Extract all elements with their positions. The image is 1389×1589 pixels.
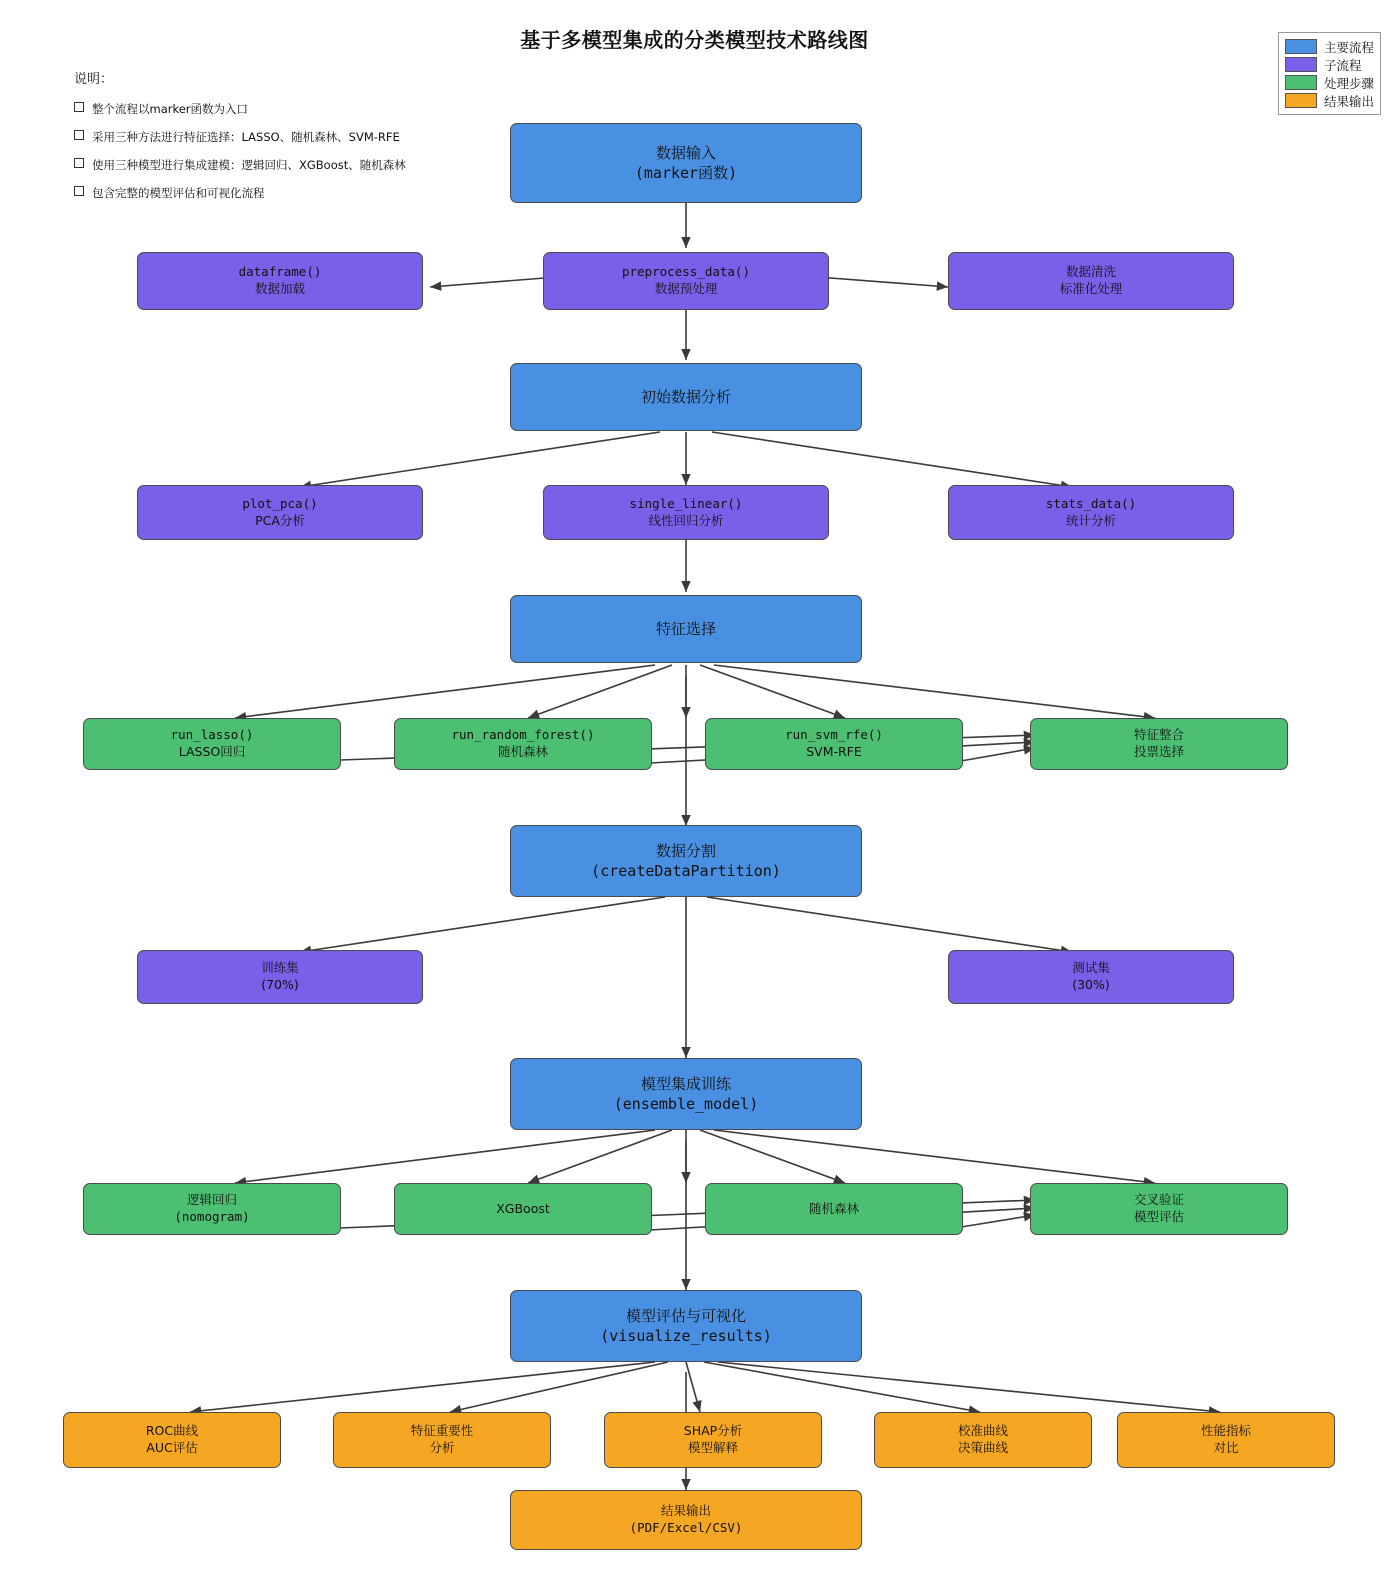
node-line1: 数据清洗 — [1065, 264, 1116, 280]
node-xgboost[interactable] — [394, 1183, 652, 1235]
node-line2: (nomogram) — [174, 1209, 250, 1224]
node-line2: PCA分析 — [255, 512, 305, 528]
node-line1: 测试集 — [1072, 960, 1110, 976]
legend-item-output — [1285, 92, 1374, 109]
node-line2: 数据预处理 — [654, 281, 718, 296]
node-line1: run_svm_rfe() — [785, 727, 883, 743]
node-calibration-curve[interactable] — [874, 1412, 1092, 1468]
node-line1: dataframe() — [238, 264, 322, 280]
node-line2: 模型评估 — [1133, 1209, 1184, 1224]
legend-label-sub: 子流程 — [1323, 57, 1362, 73]
node-dataframe[interactable] — [137, 252, 423, 310]
node-line1: run_lasso() — [170, 727, 254, 743]
legend-item-process — [1285, 74, 1374, 91]
checkbox-icon — [74, 158, 84, 168]
node-evaluation-visualization[interactable] — [510, 1290, 862, 1362]
node-line1: stats_data() — [1045, 495, 1137, 511]
node-ensemble-training[interactable] — [510, 1058, 862, 1130]
node-data-input[interactable] — [510, 123, 862, 203]
node-line1: 逻辑回归 — [186, 1192, 237, 1208]
page-title: 基于多模型集成的分类模型技术路线图 — [520, 28, 869, 52]
node-line1: 训练集 — [261, 960, 299, 976]
node-line2: LASSO回归 — [178, 744, 246, 759]
node-line1: 性能指标 — [1200, 1423, 1251, 1439]
legend-label-process: 处理步骤 — [1323, 75, 1374, 91]
node-line2: 线性回归分析 — [648, 512, 724, 528]
node-feature-importance[interactable] — [333, 1412, 551, 1468]
node-train-set[interactable] — [137, 950, 423, 1004]
node-line1: single_linear() — [629, 495, 743, 511]
node-run-random-forest[interactable] — [394, 718, 652, 770]
node-initial-analysis[interactable] — [510, 363, 862, 431]
node-line2: (ensemble_model) — [613, 1095, 759, 1113]
node-preprocess-data[interactable] — [543, 252, 829, 310]
node-random-forest-model[interactable] — [705, 1183, 963, 1235]
node-line1: SHAP分析 — [683, 1423, 743, 1439]
note-item — [74, 129, 494, 145]
node-roc-curve[interactable] — [63, 1412, 281, 1468]
note-text: 使用三种模型进行集成建模：逻辑回归、XGBoost、随机森林 — [92, 158, 406, 172]
legend-item-main — [1285, 38, 1374, 55]
node-cross-validation[interactable] — [1030, 1183, 1288, 1235]
node-line2: 数据加载 — [254, 281, 305, 296]
node-line1: 校准曲线 — [957, 1423, 1008, 1439]
note-item — [74, 157, 494, 173]
node-line2: (visualize_results) — [600, 1327, 772, 1345]
notes-title: 说明： — [74, 72, 114, 87]
node-line2: 模型解释 — [687, 1440, 738, 1455]
node-logistic-regression[interactable] — [83, 1183, 341, 1235]
legend — [1278, 32, 1381, 115]
note-text: 整个流程以marker函数为入口 — [92, 102, 249, 116]
node-feature-integration[interactable] — [1030, 718, 1288, 770]
node-line1: 特征选择 — [655, 619, 716, 638]
node-plot-pca[interactable] — [137, 485, 423, 540]
node-line1: 特征整合 — [1133, 727, 1184, 743]
note-text: 采用三种方法进行特征选择：LASSO、随机森林、SVM-RFE — [92, 130, 400, 144]
node-line2: SVM-RFE — [806, 744, 862, 759]
node-line2: 随机森林 — [497, 744, 548, 759]
node-line1: XGBoost — [496, 1200, 550, 1216]
node-line2: 统计分析 — [1065, 512, 1116, 528]
legend-swatch-process — [1285, 75, 1317, 90]
legend-label-main: 主要流程 — [1323, 39, 1374, 55]
node-single-linear[interactable] — [543, 485, 829, 540]
node-data-split[interactable] — [510, 825, 862, 897]
node-shap-analysis[interactable] — [604, 1412, 822, 1468]
node-line1: 特征重要性 — [410, 1423, 474, 1439]
node-line2: (30%) — [1072, 977, 1110, 992]
node-run-svm-rfe[interactable] — [705, 718, 963, 770]
legend-swatch-sub — [1285, 57, 1317, 72]
node-feature-selection[interactable] — [510, 595, 862, 663]
node-line1: 初始数据分析 — [640, 387, 731, 406]
node-line2: 分析 — [429, 1440, 455, 1455]
node-line1: 数据分割 — [655, 841, 716, 860]
node-line1: 模型集成训练 — [640, 1074, 731, 1093]
notes-block — [74, 68, 494, 213]
node-line2: AUC评估 — [146, 1440, 198, 1455]
node-line2: 对比 — [1213, 1440, 1239, 1455]
node-line2: 标准化处理 — [1059, 281, 1123, 296]
node-stats-data[interactable] — [948, 485, 1234, 540]
node-result-output[interactable] — [510, 1490, 862, 1550]
node-line1: 交叉验证 — [1133, 1192, 1184, 1208]
checkbox-icon — [74, 130, 84, 140]
node-line1: 数据输入 — [655, 143, 716, 162]
node-line2: (70%) — [261, 977, 299, 992]
node-run-lasso[interactable] — [83, 718, 341, 770]
legend-item-sub — [1285, 56, 1374, 73]
node-line2: (createDataPartition) — [591, 862, 781, 880]
legend-label-output: 结果输出 — [1323, 93, 1374, 109]
node-line1: 模型评估与可视化 — [625, 1306, 746, 1325]
node-test-set[interactable] — [948, 950, 1234, 1004]
note-text: 包含完整的模型评估和可视化流程 — [92, 186, 265, 200]
node-line1: run_random_forest() — [451, 727, 595, 743]
checkbox-icon — [74, 186, 84, 196]
legend-swatch-output — [1285, 93, 1317, 108]
node-line1: ROC曲线 — [145, 1423, 199, 1439]
node-line1: 随机森林 — [808, 1200, 859, 1216]
legend-swatch-main — [1285, 39, 1317, 54]
node-line2: (PDF/Excel/CSV) — [629, 1520, 743, 1535]
node-line2: 决策曲线 — [957, 1440, 1008, 1455]
node-line1: 结果输出 — [660, 1503, 711, 1519]
node-line2: 投票选择 — [1133, 744, 1184, 759]
checkbox-icon — [74, 102, 84, 112]
node-line1: preprocess_data() — [622, 264, 750, 280]
note-item — [74, 185, 494, 201]
node-line1: plot_pca() — [242, 495, 318, 511]
node-data-cleaning[interactable] — [948, 252, 1234, 310]
node-performance-metrics[interactable] — [1117, 1412, 1335, 1468]
node-line2: (marker函数) — [634, 164, 738, 182]
note-item — [74, 101, 494, 117]
